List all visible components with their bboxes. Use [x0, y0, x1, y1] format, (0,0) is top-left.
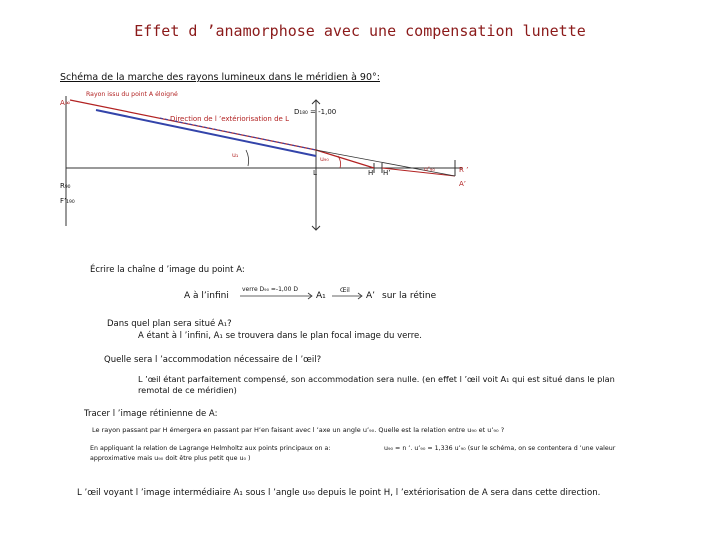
- f90-label: F’₁₉₀: [60, 197, 75, 205]
- angle-u90-label: u₉₀: [320, 156, 329, 163]
- r90-label: R₉₀: [60, 182, 71, 190]
- chain-image: A’: [366, 291, 376, 301]
- q1-answer: A étant à l ’infini, A₁ se trouvera dans le plan focal image du verre.: [138, 331, 422, 341]
- chain-question: Écrire la chaîne d ’image du point A:: [90, 265, 245, 275]
- lens-label: L: [313, 169, 317, 177]
- power-label: D₁₈₀ = -1,00: [294, 108, 337, 116]
- chain-intermediate: A₁: [316, 291, 326, 301]
- section-heading: Schéma de la marche des rayons lumineux dans le méridien à 90°:: [60, 72, 380, 83]
- point-a-infinity-label: A∞: [60, 99, 71, 107]
- a-prime-label: A’: [459, 180, 467, 188]
- chain-start: A à l’infini: [184, 291, 229, 301]
- r-prime-label: R ’: [459, 166, 469, 174]
- q3-line2b: approximative mais u₉₀ doit être plus petit que u₀ ): [90, 455, 251, 462]
- q2-question: Quelle sera l ’accommodation nécessaire de l ’œil?: [104, 355, 322, 365]
- angle-arc-u1: [246, 150, 249, 166]
- angle-u1-label: u₁: [232, 152, 239, 159]
- ray-label: Rayon issu du point A éloigné: [86, 91, 178, 98]
- chain-eye: Œil: [340, 287, 350, 294]
- q3-question: Tracer l ’image rétinienne de A:: [84, 409, 218, 419]
- h-prime-label: H’: [383, 169, 391, 177]
- q2-answer-line2: remotal de ce méridien): [138, 385, 237, 395]
- direction-label: Direction de l ’extériorisation de L: [170, 115, 289, 123]
- q3-line2a: En appliquant la relation de Lagrange Helmholtz aux points principaux on a:: [90, 445, 331, 452]
- angle-u90-prime-label: u’₉₀: [424, 166, 435, 173]
- conclusion: L ’œil voyant l ’image intermédiaire A₁ sous l ’angle u₉₀ depuis le point H, l ’extériorisation de A sera dans cette direction.: [77, 488, 601, 498]
- h-label: H: [368, 169, 374, 177]
- page-title: Effet d ’anamorphose avec une compensation lunette: [134, 22, 586, 40]
- q2-answer-line1: L ’œil étant parfaitement compensé, son accommodation sera nulle. (en effet l ’œil voit A₁ qui est situé dans le plan: [138, 374, 615, 384]
- chain-end: sur la rétine: [382, 291, 437, 301]
- q1-question: Dans quel plan sera situé A₁?: [107, 319, 232, 329]
- q3-line2c: u₉₀ = n ’. u’₉₀ = 1,336 u’₉₀ (sur le schéma, on se contentera d ’une valeur: [384, 445, 616, 452]
- chain-lens: verre D₉₀ =-1,00 D: [242, 286, 298, 293]
- q3-line1: Le rayon passant par H émergera en passant par H’en faisant avec l ’axe un angle u’₉₀. Quelle est la relation entre u₉₀ et u’₉₀ ?: [92, 426, 505, 434]
